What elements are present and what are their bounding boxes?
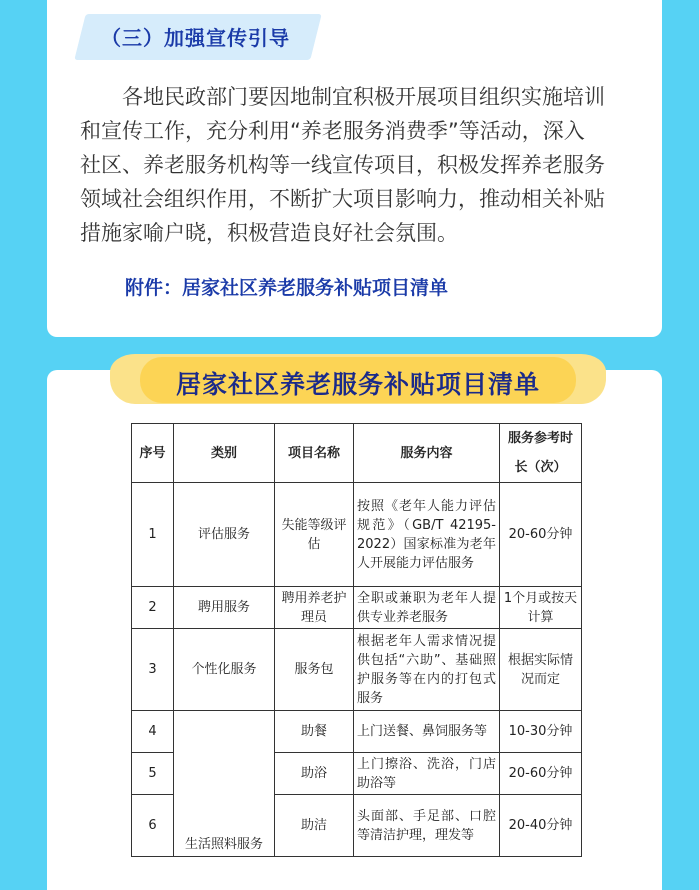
cell-content: 按照《老年人能力评估规范》（GB/T 42195-2022）国家标准为老年人开展能力评估服务 [354, 483, 500, 587]
section-title: （三）加强宣传引导 [101, 26, 290, 50]
cell-content: 全职或兼职为老年人提供专业养老服务 [354, 587, 500, 629]
cell-content: 根据老年人需求情况提供包括“六助”、基础照护服务等在内的打包式服务 [354, 629, 500, 711]
paragraph-line: 措施家喻户晓，积极营造良好社会氛围。 [80, 221, 458, 245]
cell-duration: 20-40分钟 [500, 795, 582, 857]
cell-item: 失能等级评估 [275, 483, 354, 587]
cell-category: 聘用服务 [174, 587, 275, 629]
subsidy-table [131, 423, 582, 857]
cell-seq: 4 [132, 711, 174, 753]
cell-content: 上门送餐、鼻饲服务等 [354, 711, 500, 753]
header-item: 项目名称 [275, 424, 354, 483]
cell-item: 助餐 [275, 711, 354, 753]
table-row [132, 587, 582, 629]
table-header-row [132, 424, 582, 483]
cell-item: 助浴 [275, 753, 354, 795]
paragraph-line: 社区、养老服务机构等一线宣传项目，积极发挥养老服务 [80, 153, 605, 177]
cell-seq: 5 [132, 753, 174, 795]
table-row [132, 483, 582, 587]
header-seq: 序号 [132, 424, 174, 483]
cell-seq: 6 [132, 795, 174, 857]
section-paragraph [80, 80, 632, 250]
table-row [132, 629, 582, 711]
cell-duration: 20-60分钟 [500, 753, 582, 795]
cell-duration: 20-60分钟 [500, 483, 582, 587]
paragraph-line: 和宣传工作，充分利用“养老服务消费季”等活动，深入 [80, 119, 585, 143]
cell-category: 个性化服务 [174, 629, 275, 711]
table-title: 居家社区养老服务补贴项目清单 [175, 370, 540, 399]
table-row [132, 711, 582, 753]
cell-content: 头面部、手足部、口腔等清洁护理，理发等 [354, 795, 500, 857]
cell-duration: 根据实际情况而定 [500, 629, 582, 711]
cell-item: 服务包 [275, 629, 354, 711]
header-content: 服务内容 [354, 424, 500, 483]
attachment-link[interactable]: 附件：居家社区养老服务补贴项目清单 [125, 277, 449, 299]
header-duration: 服务参考时长（次） [500, 424, 582, 483]
cell-seq: 1 [132, 483, 174, 587]
cell-seq: 3 [132, 629, 174, 711]
cell-seq: 2 [132, 587, 174, 629]
cell-item: 助洁 [275, 795, 354, 857]
paragraph-line: 各地民政部门要因地制宜积极开展项目组织实施培训 [122, 85, 605, 109]
cell-duration: 1个月或按天计算 [500, 587, 582, 629]
cell-duration: 10-30分钟 [500, 711, 582, 753]
cell-category: 评估服务 [174, 483, 275, 587]
paragraph-line: 领域社会组织作用，不断扩大项目影响力，推动相关补贴 [80, 187, 605, 211]
cell-item: 聘用养老护理员 [275, 587, 354, 629]
cell-category: 生活照料服务 [174, 711, 275, 857]
cell-content: 上门擦浴、洗浴，门店助浴等 [354, 753, 500, 795]
header-category: 类别 [174, 424, 275, 483]
